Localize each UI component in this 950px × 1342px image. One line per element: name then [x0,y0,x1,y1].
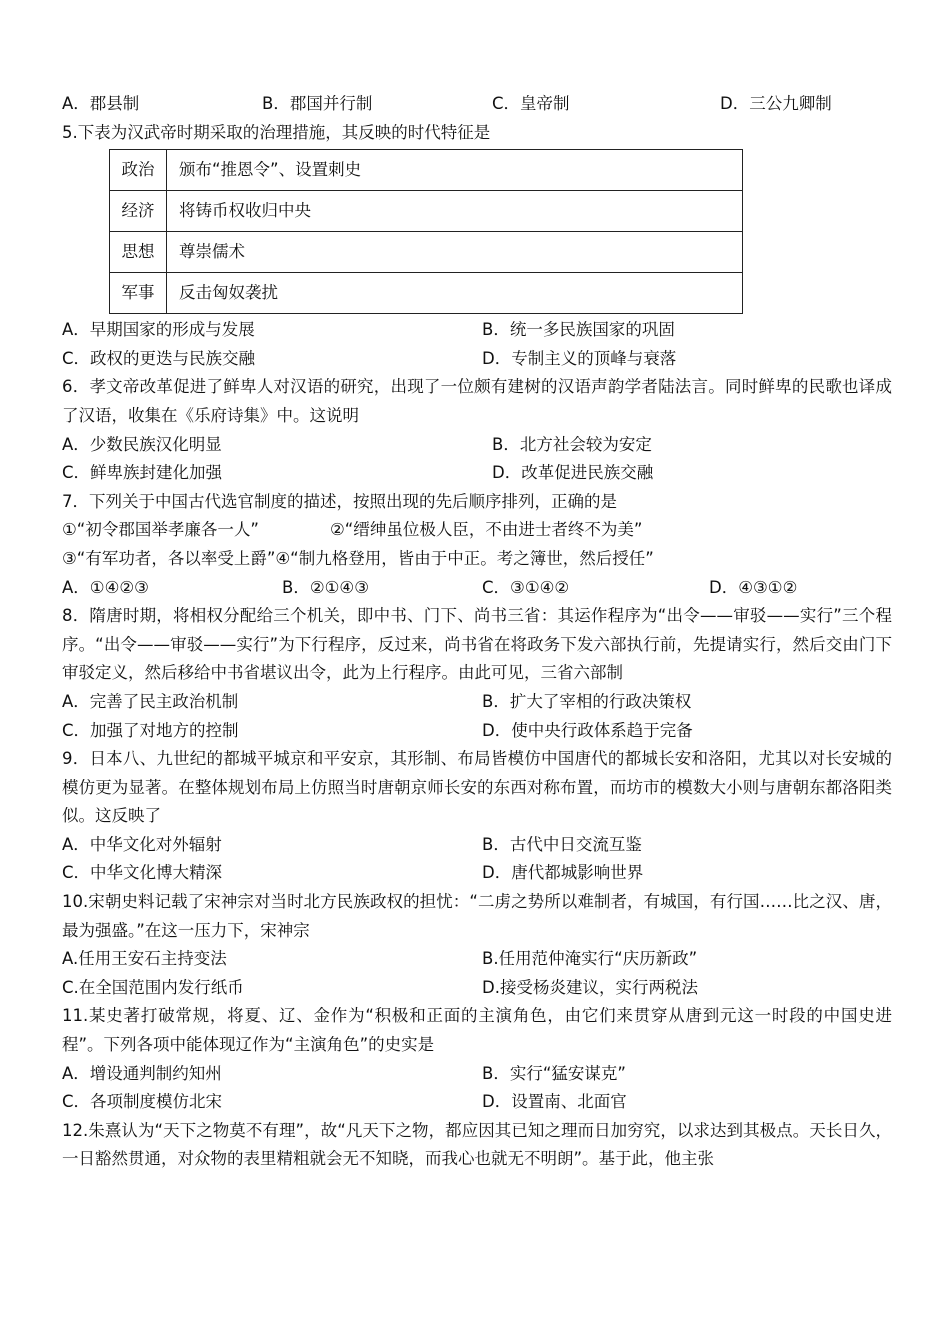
table-category: 军事 [110,273,167,314]
q9-options-row1 [62,831,892,860]
q9-options-row2 [62,859,892,888]
q7-stem: 7．下列关于中国古代选官制度的描述，按照出现的先后顺序排列，正确的是 [62,491,617,511]
q8-option-b: B．扩大了宰相的行政决策权 [482,691,692,711]
table-measure: 颁布“推恩令”、设置刺史 [167,150,743,191]
q6-stem: 6．孝文帝改革促进了鲜卑人对汉语的研究，出现了一位颇有建树的汉语声韵学者陆法言。同时鲜卑的民歌也译成了汉语，收集在《乐府诗集》中。这说明 [62,377,892,425]
q11-option-d: D．设置南、北面官 [482,1092,627,1112]
q4-option-b: B．郡国并行制 [262,94,373,113]
q10-option-d: D.接受杨炎建议，实行两税法 [482,977,698,997]
q7-options [62,574,892,603]
q7-statements-row1 [62,516,892,545]
q8-options-row2 [62,717,892,746]
q10-options-row2 [62,974,892,1003]
q7-option-a: A．①④②③ [62,577,149,597]
q7-option-d: D．④③①② [709,577,798,597]
q10-option-c: C.在全国范围内发行纸币 [62,977,244,997]
table-category: 经济 [110,191,167,232]
table-row [110,191,743,232]
table-measure: 尊崇儒术 [167,232,743,273]
q5-option-a: A．早期国家的形成与发展 [62,320,255,340]
q7-statement-1: ①“初令郡国举孝廉各一人” [62,520,259,540]
q11-option-c: C．各项制度模仿北宋 [62,1092,223,1112]
q8-stem: 8．隋唐时期，将相权分配给三个机关，即中书、门下、尚书三省：其运作程序为“出令——审驳——实行”三个程序。“出令——审驳——实行”为下行程序，反过来，尚书省在将政务下发六部执行前，先提请实行，然后交由门下审驳定义，然后移给中书省堪议出令，此为上行程序。由此可见，三省六部制 [62,606,892,683]
q5-options-row1 [62,316,892,345]
q7-statement-2: ②“缙绅虽位极人臣，不由进士者终不为美” [330,520,643,540]
table-category: 政治 [110,150,167,191]
q5-measures-table [109,149,743,314]
q5-option-b: B．统一多民族国家的巩固 [482,320,675,340]
q10-option-b: B.任用范仲淹实行“庆历新政” [482,949,698,969]
q6-options-row1 [62,431,892,460]
q10-option-a: A.任用王安石主持变法 [62,949,227,969]
q6-option-b: B．北方社会较为安定 [492,434,652,454]
q9-option-d: D．唐代都城影响世界 [482,863,644,883]
q12-stem: 12.朱熹认为“天下之物莫不有理”，故“凡天下之物，都应因其已知之理而日加穷究，以求达到其极点。天长日久，一日豁然贯通，对众物的表里精粗就会无不知晓，而我心也就无不明朗”。基于此，他主张 [62,1120,892,1169]
table-category: 思想 [110,232,167,273]
q4-options [62,90,892,119]
q11-options-row1 [62,1060,892,1089]
q9-option-b: B．古代中日交流互鉴 [482,834,642,854]
q6-option-a: A．少数民族汉化明显 [62,434,222,454]
q5-option-d: D．专制主义的顶峰与衰落 [482,348,677,368]
q6-option-d: D．改革促进民族交融 [492,463,654,483]
q11-options-row2 [62,1088,892,1117]
q11-option-b: B．实行“猛安谋克” [482,1063,626,1083]
q10-stem: 10.宋朝史料记载了宋神宗对当时北方民族政权的担忧：“二虏之势所以难制者，有城国，有行国……比之汉、唐，最为强盛。”在这一压力下，宋神宗 [62,892,892,940]
q8-option-a: A．完善了民主政治机制 [62,691,239,711]
q9-option-a: A．中华文化对外辐射 [62,834,222,854]
q7-statements-row2: ③“有军功者，各以率受上爵”④“制九格登用，皆由于中正。考之簿世，然后授任” [62,548,654,568]
table-measure: 反击匈奴袭扰 [167,273,743,314]
q4-option-d: D．三公九卿制 [720,94,832,113]
q8-option-c: C．加强了对地方的控制 [62,720,239,740]
q8-options-row1 [62,688,892,717]
q11-stem: 11.某史著打破常规，将夏、辽、金作为“积极和正面的主演角色，由它们来贯穿从唐到元这一时段的中国史进程”。下列各项中能体现辽作为“主演角色”的史实是 [62,1006,892,1055]
q7-option-b: B．②①④③ [282,577,369,597]
q9-stem: 9．日本八、九世纪的都城平城京和平安京，其形制、布局皆模仿中国唐代的都城长安和洛阳，尤其以对长安城的模仿更为显著。在整体规划布局上仿照当时唐朝京师长安的东西对称布置，而坊市的模数大小则与唐朝东都洛阳类似。这反映了 [62,749,892,826]
question-content [62,90,892,1174]
q5-options-row2 [62,345,892,374]
q6-option-c: C．鲜卑族封建化加强 [62,463,223,483]
q5-option-c: C．政权的更迭与民族交融 [62,348,256,368]
q4-option-c: C．皇帝制 [492,94,570,113]
table-row [110,150,743,191]
q11-option-a: A．增设通判制约知州 [62,1063,222,1083]
q5-stem: 5.下表为汉武帝时期采取的治理措施，其反映的时代特征是 [62,122,491,142]
q4-option-a: A．郡县制 [62,94,140,113]
q6-options-row2 [62,459,892,488]
q10-options-row1 [62,945,892,974]
table-row [110,273,743,314]
q7-option-c: C．③①④② [482,577,570,597]
table-measure: 将铸币权收归中央 [167,191,743,232]
table-row [110,232,743,273]
q8-option-d: D．使中央行政体系趋于完备 [482,720,693,740]
q9-option-c: C．中华文化博大精深 [62,863,223,883]
